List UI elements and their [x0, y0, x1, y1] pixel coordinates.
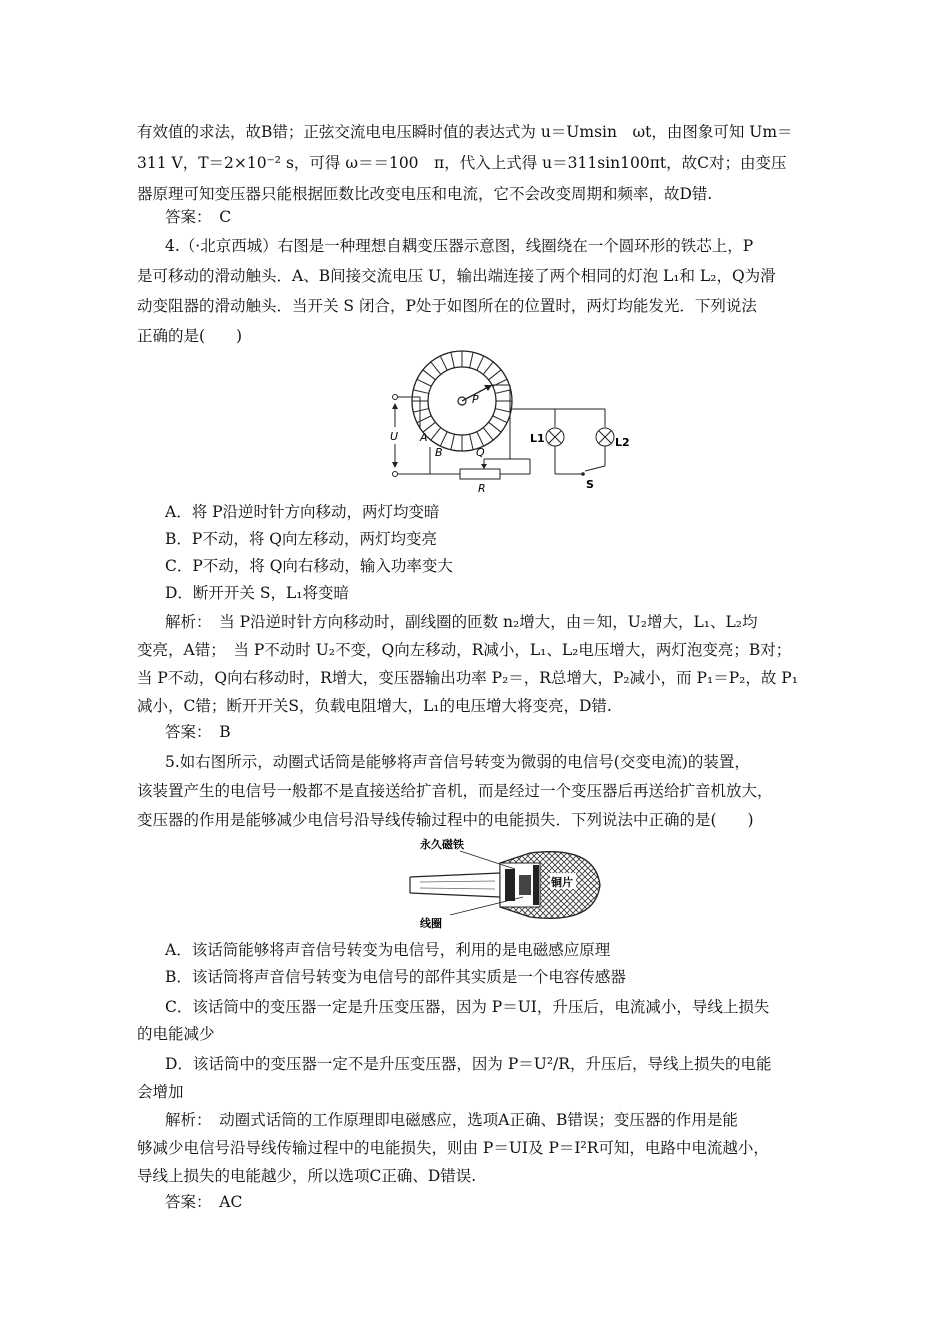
label-coil: 线圈: [420, 917, 442, 930]
option-d: D．断开开关 S，L₁将变暗: [165, 584, 349, 602]
text-line: 导线上损失的电能越少，所以选项C正确、D错误.: [137, 1167, 477, 1185]
label-U: U: [390, 430, 399, 443]
coil-winding: [431, 362, 441, 375]
text-line: 减小，C错；断开开关S，负载电阻增大，L₁的电压增大将变亮，D错.: [137, 697, 612, 715]
option-c: C．P不动，将 Q向右移动，输入功率变大: [165, 557, 453, 575]
question-5-line: 5.如右图所示，动圈式话筒是能够将声音信号转变为微弱的电信号(交变电流)的装置，: [165, 753, 750, 771]
answer-line: 答案： C: [165, 208, 232, 226]
label-L2: L2: [615, 436, 630, 449]
option-a: A．将 P沿逆时针方向移动，两灯均变暗: [165, 503, 440, 521]
text-line: 当 P不动，Q向右移动时，R增大，变压器输出功率 P₂＝，R总增大，P₂减小，而 P₁＝P₂，故 P₁: [137, 669, 798, 687]
label-copper: 铜片: [551, 876, 573, 889]
text-line: 的电能减少: [137, 1025, 215, 1043]
option-c: C．该话筒中的变压器一定是升压变压器，因为 P＝UI，升压后，电流减小，导线上损失: [165, 998, 770, 1016]
coil-winding: [423, 370, 436, 380]
coil-winding: [451, 352, 455, 368]
coil-winding: [470, 434, 474, 450]
text-line: 该装置产生的电信号一般都不是直接送给扩音机，而是经过一个变压器后再送给扩音机放大，: [137, 782, 773, 800]
label-P: P: [472, 393, 479, 406]
text-line: 会增加: [137, 1083, 184, 1101]
label-A: A: [420, 431, 428, 444]
text-line: 是可移动的滑动触头．A、B间接交流电压 U，输出端连接了两个相同的灯泡 L₁和 L₂，Q为滑: [137, 267, 776, 285]
coil-winding: [483, 428, 493, 441]
coil-winding: [451, 434, 455, 450]
text-line: 311 V，T＝2×10⁻² s，可得 ω＝＝100 π，代入上式得 u＝311sin100πt，故C对；由变压: [137, 154, 787, 172]
coil-winding: [440, 356, 447, 370]
text-line: 动变阻器的滑动触头．当开关 S 闭合，P处于如图所在的位置时，两灯均能发光．下列说法: [137, 297, 757, 315]
coil-winding: [417, 379, 431, 386]
autotransformer-figure: [380, 349, 630, 494]
label-magnet: 永久磁铁: [420, 838, 464, 851]
coil-winding: [489, 370, 502, 380]
coil-winding: [413, 390, 429, 394]
text-line: 正确的是( ): [137, 327, 243, 345]
coil-winding: [495, 390, 511, 394]
answer-line: 答案： B: [165, 723, 231, 741]
coil-winding: [413, 409, 429, 413]
text-line: 够减少电信号沿导线传输过程中的电能损失，则由 P＝UI及 P＝I²R可知，电路中电流越小，: [137, 1139, 769, 1157]
label-L1: L1: [530, 432, 545, 445]
text-line: 有效值的求法，故B错；正弦交流电电压瞬时值的表达式为 u＝Umsin ωt，由图象可知 Um＝: [137, 123, 793, 141]
text-line: 器原理可知变压器只能根据匝数比改变电压和电流，它不会改变周期和频率，故D错.: [137, 185, 713, 203]
coil-winding: [483, 362, 493, 375]
option-b: B．该话筒将声音信号转变为电信号的部件其实质是一个电容传感器: [165, 968, 626, 986]
label-S: S: [586, 478, 594, 491]
option-b: B．P不动，将 Q向左移动，两灯均变亮: [165, 530, 437, 548]
question-4-line: 4.（·北京西城）右图是一种理想自耦变压器示意图，线圈绕在一个圆环形的铁芯上，P: [165, 237, 754, 255]
label-R: R: [478, 482, 486, 494]
analysis-line: 解析： 动圈式话筒的工作原理即电磁感应，选项A正确、B错误；变压器的作用是能: [165, 1111, 738, 1129]
text-line: 变压器的作用是能够减少电信号沿导线传输过程中的电能损失．下列说法中正确的是( ): [137, 811, 754, 829]
label-B: B: [435, 446, 443, 459]
coil-winding: [431, 428, 441, 441]
coil-winding: [489, 422, 502, 432]
option-a: A．该话筒能够将声音信号转变为电信号，利用的是电磁感应原理: [165, 941, 611, 959]
microphone-figure: [405, 835, 605, 933]
option-d: D．该话筒中的变压器一定不是升压变压器，因为 P＝U²/R，升压后，导线上损失的电能: [165, 1055, 772, 1073]
coil-winding: [495, 409, 511, 413]
label-Q: Q: [476, 446, 485, 459]
coil-winding: [417, 416, 431, 423]
coil-winding: [477, 356, 484, 370]
coil-winding: [440, 432, 447, 446]
coil-winding: [470, 352, 474, 368]
analysis-line: 解析： 当 P沿逆时针方向移动时，副线圈的匝数 n₂增大，由＝知，U₂增大，L₁、L₂均: [165, 613, 758, 631]
coil-winding: [493, 416, 507, 423]
coil-winding: [477, 432, 484, 446]
text-line: 变亮，A错； 当 P不动时 U₂不变，Q向左移动，R减小，L₁、L₂电压增大，两灯泡变亮；B对；: [137, 641, 792, 659]
answer-line: 答案： AC: [165, 1193, 243, 1211]
